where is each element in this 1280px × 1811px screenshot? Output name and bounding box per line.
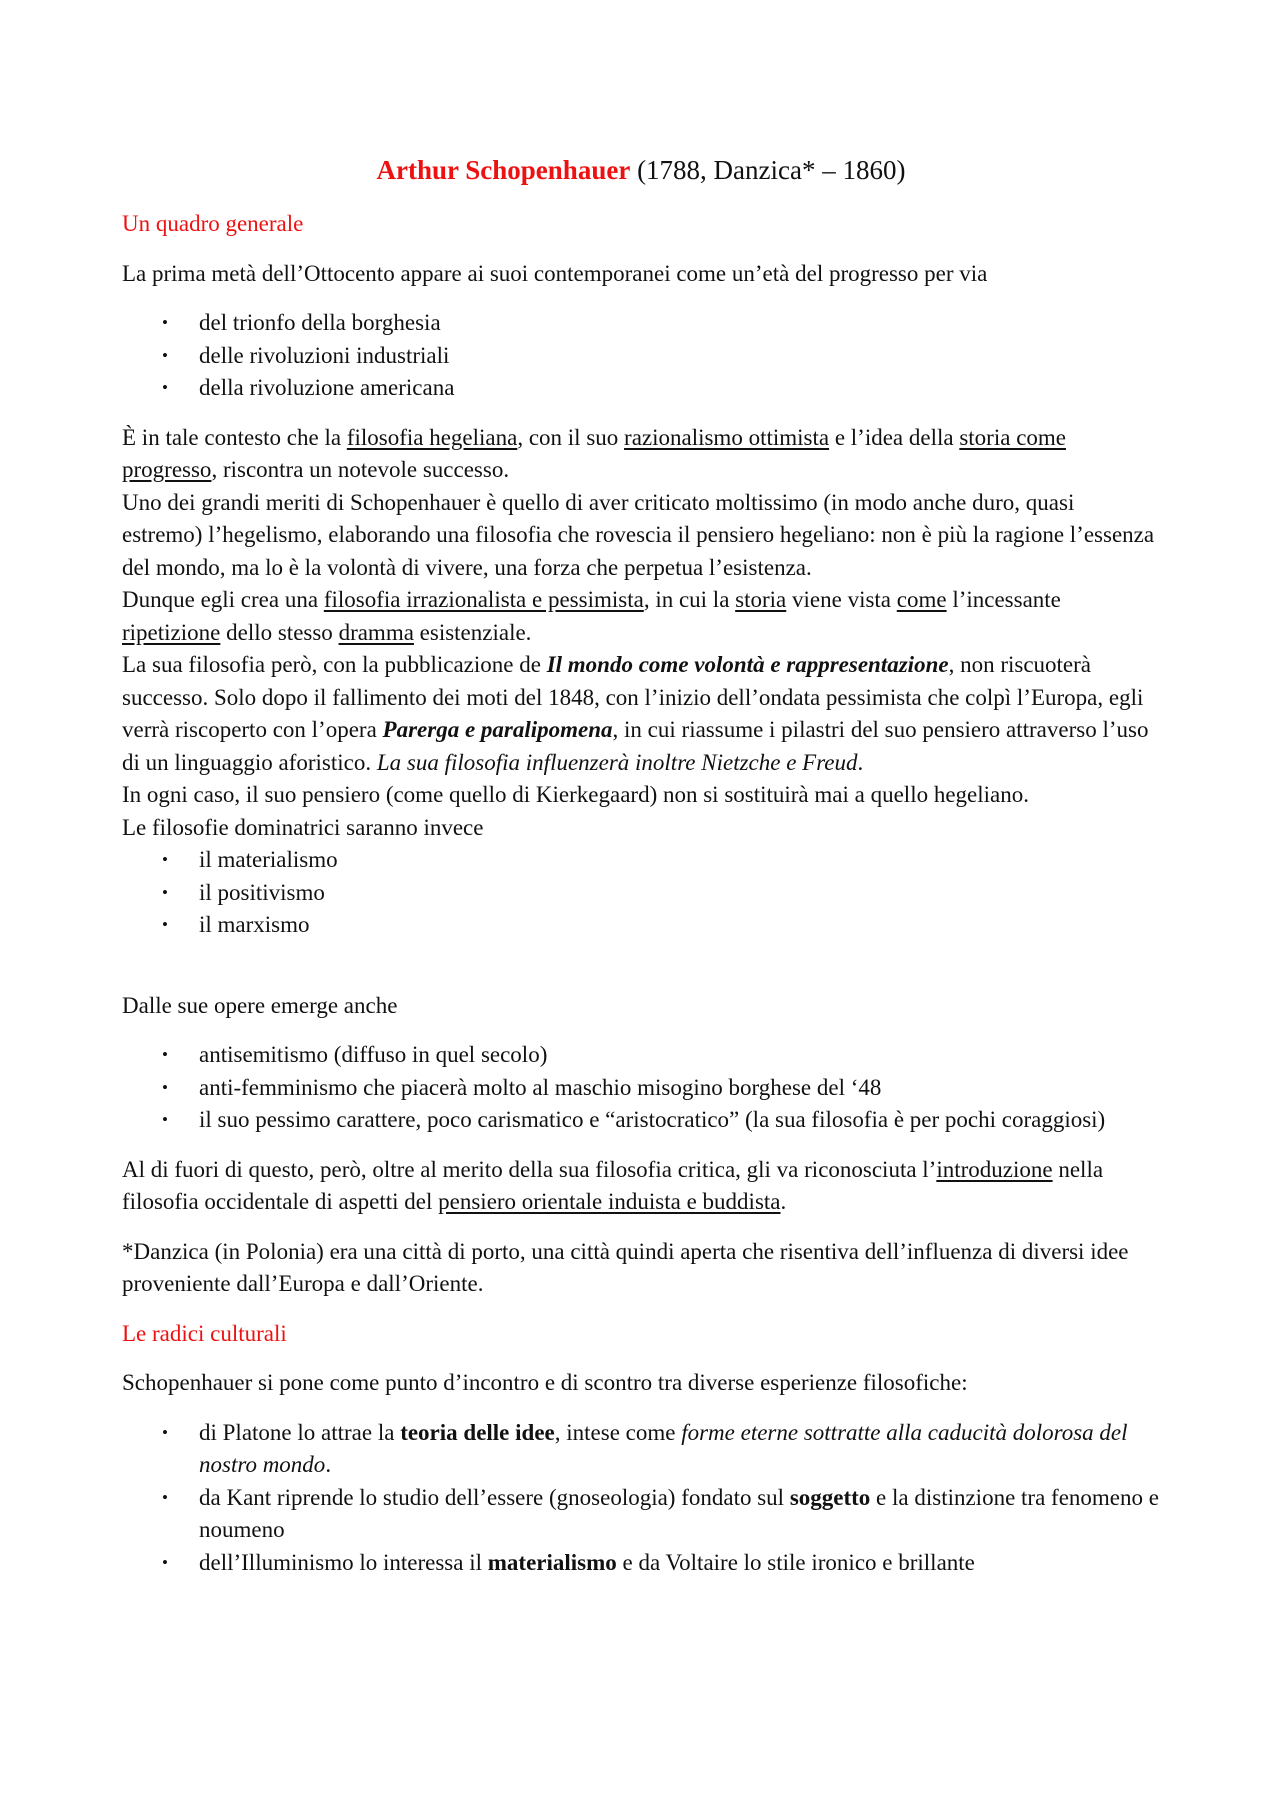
- bullet-icon: •: [162, 313, 168, 332]
- bullet-icon: •: [162, 1045, 168, 1064]
- list-item: • dell’Illuminismo lo interessa il materialismo e da Voltaire lo stile ironico e brillante: [122, 1547, 1160, 1580]
- list-item: • da Kant riprende lo studio dell’essere (gnoseologia) fondato sul soggetto e la distinzione tra fenomeno e noumeno: [122, 1482, 1160, 1547]
- list-item: • di Platone lo attrae la teoria delle idee, intese come forme eterne sottratte alla caducità dolorosa del nostro mondo.: [122, 1417, 1160, 1482]
- paragraph-hegel-compare: In ogni caso, il suo pensiero (come quello di Kierkegaard) non si sostituirà mai a quello hegeliano.: [122, 782, 1029, 807]
- paragraph-hegel-context: È in tale contesto che la filosofia hegeliana, con il suo razionalismo ottimista e l’idea della storia come progresso, riscontra un notevole successo.: [122, 424, 1066, 482]
- footnote-danzica: *Danzica (in Polonia) era una città di porto, una città quindi aperta che risentiva dell’influenza di diversi idee proveniente dall’Europa e dall’Oriente.: [122, 1238, 1129, 1296]
- list-item: • il suo pessimo carattere, poco carismatico e “aristocratico” (la sua filosofia è per pochi coraggiosi): [122, 1104, 1160, 1137]
- list-item: • del trionfo della borghesia: [122, 307, 1160, 340]
- paragraph-merits: Uno dei grandi meriti di Schopenhauer è quello di aver criticato moltissimo (in modo anche duro, quasi estremo) l’hegelismo, elaborando una filosofia che rovescia il pensiero hegeliano: non è più la ragione l’essenza del mondo, ma lo è la volontà di vivere, una forza che perpetua l’esistenza.: [122, 489, 1155, 580]
- paragraph-roots-intro: Schopenhauer si pone come punto d’incontro e di scontro tra diverse esperienze filosofiche:: [122, 1370, 968, 1395]
- bullet-icon: •: [162, 882, 168, 902]
- paragraph-eastern: Al di fuori di questo, però, oltre al merito della sua filosofia critica, gli va riconosciuta l’introduzione nella filosofia occidentale di aspetti del pensiero orientale induista e buddista.: [122, 1156, 1104, 1214]
- section-heading-overview: Un quadro generale: [122, 211, 304, 236]
- bullet-icon: •: [162, 1552, 168, 1572]
- paragraph-intro: La prima metà dell’Ottocento appare ai suoi contemporanei come un’età del progresso per via: [122, 260, 988, 286]
- bullet-icon: •: [162, 345, 168, 365]
- title-dates: (1788, Danzica* – 1860): [630, 155, 906, 185]
- paragraph-dominant: Le filosofie dominatrici saranno invece: [122, 814, 484, 840]
- list-influences: [122, 1417, 1160, 1580]
- bullet-icon: •: [162, 1487, 168, 1507]
- list-item: • della rivoluzione americana: [122, 372, 1160, 405]
- bullet-icon: •: [162, 1422, 168, 1442]
- paragraph-irrationalism: Dunque egli crea una filosofia irrazionalista e pessimista, in cui la storia viene vista come l’incessante ripetizione dello stesso dramma esistenziale.: [122, 587, 1061, 645]
- bullet-icon: •: [162, 1077, 168, 1097]
- document-title: [122, 150, 1160, 190]
- list-dominant-philosophies: [122, 844, 1160, 942]
- list-item: • anti-femminismo che piacerà molto al maschio misogino borghese del ‘48: [122, 1072, 1160, 1105]
- bullet-icon: •: [162, 850, 168, 869]
- blank-line: [122, 942, 1160, 990]
- paragraph-works: La sua filosofia però, con la pubblicazione de Il mondo come volontà e rappresentazione, non riscuoterà successo. Solo dopo il fallimento dei moti del 1848, con l’inizio dell’ondata pessimista che colpì l’Europa, egli verrà riscoperto con l’opera Parerga e paralipomena, in cui riassume i pilastri del suo pensiero attraverso l’uso di un linguaggio aforistico. La sua filosofia influenzerà inoltre Nietzche e Freud.: [122, 652, 1149, 775]
- list-progress-causes: [122, 307, 1160, 405]
- list-item: • il positivismo: [122, 877, 1160, 910]
- list-item: • il materialismo: [122, 844, 1160, 877]
- list-traits: [122, 1039, 1160, 1137]
- bullet-icon: •: [162, 1110, 168, 1129]
- list-item: • delle rivoluzioni industriali: [122, 340, 1160, 373]
- bullet-icon: •: [162, 378, 168, 397]
- section-heading-roots: Le radici culturali: [122, 1320, 287, 1346]
- list-item: • il marxismo: [122, 909, 1160, 942]
- list-item: • antisemitismo (diffuso in quel secolo): [122, 1039, 1160, 1072]
- title-name: Arthur Schopenhauer: [376, 155, 631, 185]
- bullet-icon: •: [162, 915, 168, 934]
- paragraph-also: Dalle sue opere emerge anche: [122, 992, 398, 1018]
